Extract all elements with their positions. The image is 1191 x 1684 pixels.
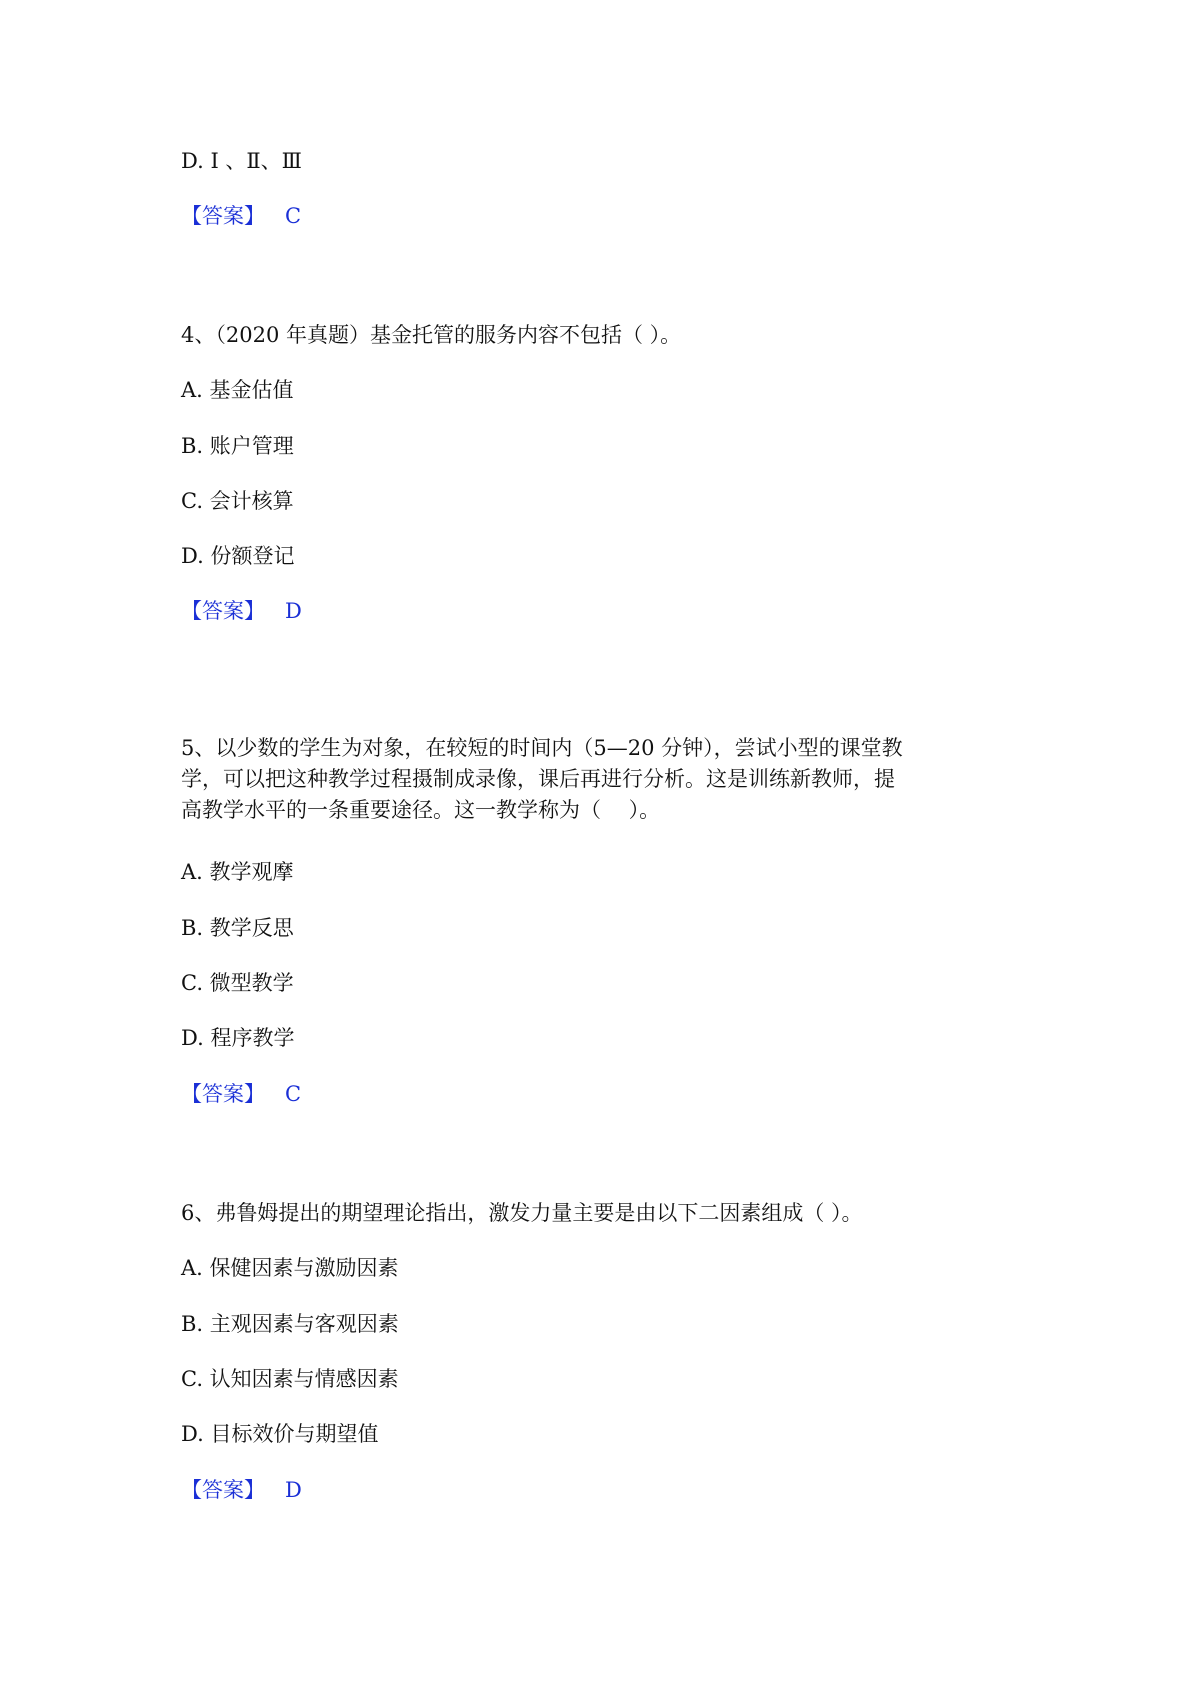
question-6-option-c: C. 认知因素与情感因素 xyxy=(181,1367,399,1391)
question-6-option-a: A. 保健因素与激励因素 xyxy=(181,1256,399,1280)
question-4-answer xyxy=(181,598,302,624)
question-6-option-d: D. 目标效价与期望值 xyxy=(181,1422,379,1446)
question-5-stem-line: 学，可以把这种教学过程摄制成录像，课后再进行分析。这是训练新教师，提 xyxy=(181,767,895,791)
answer-value: D xyxy=(285,599,302,623)
answer-value: C xyxy=(285,1082,302,1106)
answer-label: 【答案】 xyxy=(181,1478,265,1502)
answer-label: 【答案】 xyxy=(181,599,265,623)
question-4-option-a: A. 基金估值 xyxy=(181,378,294,402)
question-5-option-b: B. 教学反思 xyxy=(181,916,294,940)
question-5-stem-line: 5、以少数的学生为对象，在较短的时间内（5—20 分钟），尝试小型的课堂教 xyxy=(181,736,903,760)
question-5-answer xyxy=(181,1081,301,1107)
question-4-option-b: B. 账户管理 xyxy=(181,434,294,458)
question-5-option-d: D. 程序教学 xyxy=(181,1026,295,1050)
answer-value: C xyxy=(285,204,302,228)
answer-line xyxy=(181,203,301,229)
question-4-option-d: D. 份额登记 xyxy=(181,544,295,568)
question-6-option-b: B. 主观因素与客观因素 xyxy=(181,1312,399,1336)
option-d: D. Ⅰ 、Ⅱ、Ⅲ xyxy=(181,149,302,173)
question-5-option-c: C. 微型教学 xyxy=(181,971,294,995)
answer-label: 【答案】 xyxy=(181,1082,265,1106)
question-5-option-a: A. 教学观摩 xyxy=(181,860,294,884)
answer-value: D xyxy=(285,1478,302,1502)
answer-label: 【答案】 xyxy=(181,204,265,228)
question-5-stem-line: 高教学水平的一条重要途径。这一教学称为（ ）。 xyxy=(181,798,661,822)
question-5-stem xyxy=(181,733,1011,826)
question-6-answer xyxy=(181,1477,302,1503)
question-4-stem: 4、（2020 年真题）基金托管的服务内容不包括（ ）。 xyxy=(181,323,682,347)
question-6-stem: 6、弗鲁姆提出的期望理论指出，激发力量主要是由以下二因素组成（ ）。 xyxy=(181,1201,863,1225)
question-4-option-c: C. 会计核算 xyxy=(181,489,294,513)
